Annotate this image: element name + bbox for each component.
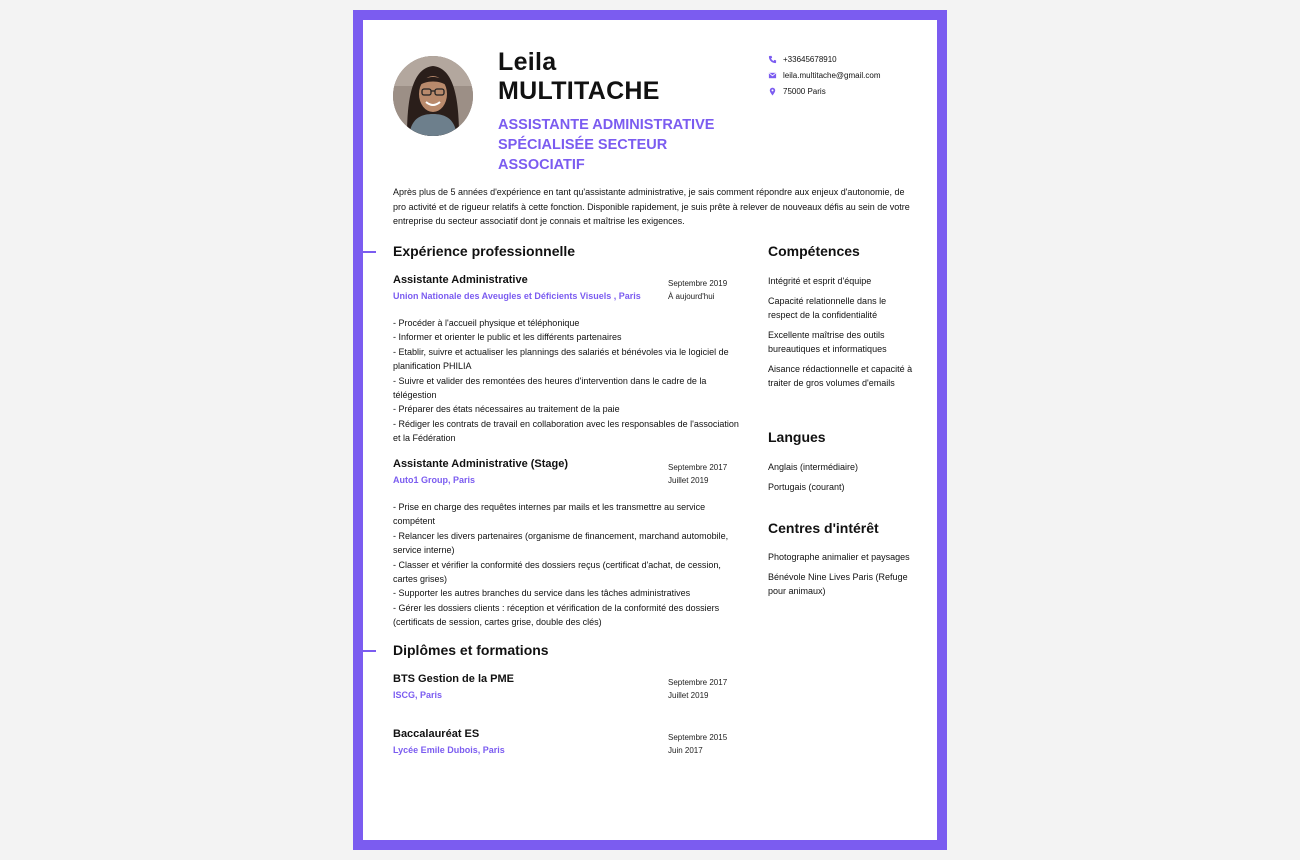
job-organization: Auto1 Group, Paris bbox=[393, 475, 476, 485]
education-entry bbox=[393, 673, 745, 707]
portrait-photo bbox=[393, 56, 473, 136]
section-marker-experience bbox=[363, 251, 376, 253]
job-task: - Supporter les autres branches du service dans les tâches administratives bbox=[393, 588, 691, 599]
job-task: - Relancer les divers partenaires (organisme de financement, marchand automobile, service interne) bbox=[393, 530, 729, 556]
education-dates bbox=[668, 676, 727, 702]
section-marker-education bbox=[363, 650, 376, 652]
job-task-list bbox=[393, 316, 745, 446]
skills-list bbox=[768, 274, 918, 396]
resume-border bbox=[353, 10, 947, 850]
job-organization: Union Nationale des Aveugles et Déficients Visuels , Paris bbox=[393, 291, 641, 301]
job-task: - Procéder à l'accueil physique et téléphonique bbox=[393, 318, 580, 328]
location-pin-icon bbox=[768, 87, 777, 96]
job-date-start: Septembre 2017 bbox=[668, 463, 728, 472]
experience-section-title: Expérience professionnelle bbox=[393, 243, 576, 259]
skill-item: Capacité relationnelle dans le respect de la confidentialité bbox=[768, 295, 887, 320]
languages-section-title: Langues bbox=[768, 429, 826, 445]
email-address[interactable]: leila.multitache@gmail.com bbox=[783, 70, 881, 80]
mail-icon bbox=[768, 71, 777, 80]
job-task: - Suivre et valider des remontées des heures d'intervention dans le cadre de la télégestion bbox=[393, 375, 707, 401]
school-name: ISCG, Paris bbox=[393, 690, 443, 700]
education-date-start: Septembre 2015 bbox=[668, 733, 728, 742]
job-task: - Préparer des états nécessaires au traitement de la paie bbox=[393, 404, 620, 415]
avatar bbox=[393, 56, 473, 136]
last-name: MULTITACHE bbox=[498, 77, 660, 105]
job-title: ASSISTANTE ADMINISTRATIVE SPÉCIALISÉE SECTEUR ASSOCIATIF bbox=[498, 117, 715, 173]
skill-item: Excellente maîtrise des outils bureautiques et informatiques bbox=[768, 329, 887, 354]
profile-summary: Après plus de 5 années d'expérience en tant qu'assistante administrative, je sais comment répondre aux enjeux d'autonomie, de pro activité et de rigueur relatifs à cette fonction. Disponible rapidement, je suis prête à relever de nouveaux défis au sein de votre entreprise du secteur associatif dont je connais et maîtrise les exigences. bbox=[393, 187, 910, 226]
job-dates bbox=[668, 461, 727, 487]
education-dates bbox=[668, 731, 727, 757]
job-task: - Etablir, suivre et actualiser les plannings des salariés et bénévoles via le logiciel de planification PHILIA bbox=[393, 346, 729, 372]
job-entry bbox=[393, 274, 745, 446]
contact-email bbox=[768, 67, 881, 83]
job-date-start: Septembre 2019 bbox=[668, 279, 728, 288]
first-name: Leila bbox=[498, 48, 557, 76]
language-item: Anglais (intermédiaire) bbox=[768, 462, 859, 472]
education-entry bbox=[393, 728, 745, 762]
job-task: - Prise en charge des requêtes internes par mails et les transmettre au service compétent bbox=[393, 502, 706, 527]
skills-section-title: Compétences bbox=[768, 243, 860, 259]
interests-section-title: Centres d'intérêt bbox=[768, 520, 879, 536]
interest-item: Photographe animalier et paysages bbox=[768, 552, 910, 562]
job-dates bbox=[668, 277, 727, 303]
interests-list bbox=[768, 550, 918, 604]
school-name: Lycée Emile Dubois, Paris bbox=[393, 745, 505, 755]
job-date-end: À aujourd'hui bbox=[668, 292, 715, 301]
resume-page bbox=[363, 20, 937, 840]
location-text: 75000 Paris bbox=[783, 86, 826, 96]
degree-name: Baccalauréat ES bbox=[393, 728, 480, 740]
phone-number[interactable]: +33645678910 bbox=[783, 54, 837, 64]
education-date-start: Septembre 2017 bbox=[668, 678, 728, 687]
job-date-end: Juillet 2019 bbox=[668, 476, 709, 485]
languages-list bbox=[768, 460, 918, 499]
job-task: - Rédiger les contrats de travail en collaboration avec les responsables de l'association et la Fédération bbox=[393, 418, 739, 444]
contact-info bbox=[768, 51, 881, 99]
job-entry bbox=[393, 458, 745, 630]
contact-phone bbox=[768, 51, 881, 67]
job-task: - Classer et vérifier la conformité des dossiers reçus (certificat d'achat, de cession, cartes grises) bbox=[393, 559, 721, 585]
skill-item: Aisance rédactionnelle et capacité à traiter de gros volumes d'emails bbox=[768, 363, 913, 388]
education-date-end: Juillet 2019 bbox=[668, 691, 709, 700]
job-role: Assistante Administrative bbox=[393, 274, 528, 286]
degree-name: BTS Gestion de la PME bbox=[393, 673, 515, 685]
contact-location bbox=[768, 83, 881, 99]
job-task-list bbox=[393, 500, 745, 630]
language-item: Portugais (courant) bbox=[768, 481, 845, 492]
job-task: - Gérer les dossiers clients : réception et vérification de la conformité des dossiers (certificats de session, cartes grise, double des clés) bbox=[393, 602, 720, 628]
education-date-end: Juin 2017 bbox=[668, 746, 703, 755]
education-section-title: Diplômes et formations bbox=[393, 642, 549, 658]
skill-item: Intégrité et esprit d'équipe bbox=[768, 276, 872, 286]
interest-item: Bénévole Nine Lives Paris (Refuge pour animaux) bbox=[768, 571, 908, 596]
job-task: - Informer et orienter le public et les différents partenaires bbox=[393, 332, 622, 343]
job-role: Assistante Administrative (Stage) bbox=[393, 458, 569, 470]
phone-icon bbox=[768, 55, 777, 64]
